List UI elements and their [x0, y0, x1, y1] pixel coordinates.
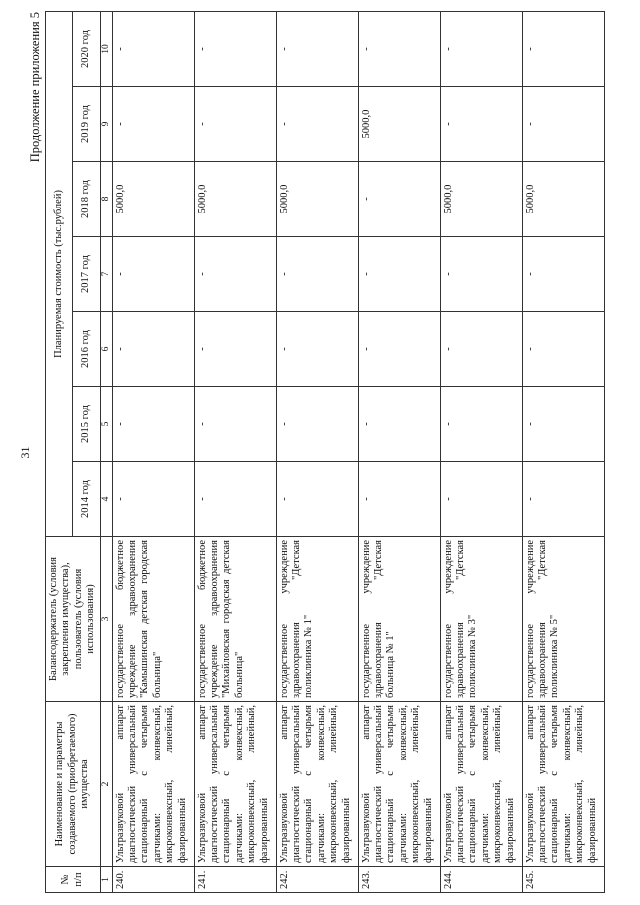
continuation-caption: Продолжение приложения 5 [28, 12, 42, 163]
cost-value: - [112, 11, 194, 86]
header-year: 2018 год [73, 162, 100, 237]
cost-value: - [440, 312, 522, 387]
cost-value: - [276, 11, 358, 86]
cost-value: - [112, 312, 194, 387]
cost-value: - [440, 11, 522, 86]
row-number: 240. [112, 867, 194, 893]
cost-value: - [194, 87, 276, 162]
item-name: Ультразвуковой аппарат диагностический универсальный стационарный с четырьмя датчиками: конвексный, микроконвексный, линейный, фазированный [112, 702, 194, 867]
item-name: Ультразвуковой аппарат диагностический универсальный стационарный с четырьмя датчиками: конвексный, микроконвексный, линейный, фазированный [522, 702, 604, 867]
balance-holder: государственное учреждение здравоохранения "Детская поликлиника № 1" [276, 537, 358, 702]
table-row [276, 11, 358, 892]
header-year: 2014 год [73, 462, 100, 537]
cost-value: - [276, 312, 358, 387]
cost-value: - [358, 237, 440, 312]
column-index: 6 [100, 312, 112, 387]
table-row [522, 11, 604, 892]
table-row [440, 11, 522, 892]
cost-value: - [358, 162, 440, 237]
cost-value: - [194, 312, 276, 387]
column-index: 3 [100, 537, 112, 702]
page-number: 31 [18, 446, 32, 459]
row-number: 244. [440, 867, 522, 893]
row-number: 243. [358, 867, 440, 893]
table-row [112, 11, 194, 892]
cost-value: - [194, 387, 276, 462]
balance-holder: государственное учреждение здравоохранения "Детская поликлиника № 3" [440, 537, 522, 702]
cost-value: - [522, 87, 604, 162]
property-table [45, 11, 605, 893]
cost-value: - [194, 11, 276, 86]
cost-value: - [522, 237, 604, 312]
cost-value: - [358, 462, 440, 537]
cost-value: 5000,0 [194, 162, 276, 237]
cost-value: - [358, 312, 440, 387]
cost-value: - [194, 462, 276, 537]
cost-value: - [276, 237, 358, 312]
row-number: 245. [522, 867, 604, 893]
balance-holder: государственное бюджетное учреждение здравоохранения "Михайловская городская детская больница" [194, 537, 276, 702]
cost-value: - [440, 387, 522, 462]
cost-value: - [112, 237, 194, 312]
header-cost-group: Планируемая стоимость (тыс.рублей) [46, 11, 73, 536]
column-index: 5 [100, 387, 112, 462]
header-year: 2015 год [73, 387, 100, 462]
cost-value: - [522, 312, 604, 387]
header-num: № п/п [46, 867, 101, 893]
cost-value: 5000,0 [440, 162, 522, 237]
header-year: 2019 год [73, 87, 100, 162]
cost-value: - [358, 11, 440, 86]
row-number: 241. [194, 867, 276, 893]
column-index: 8 [100, 162, 112, 237]
cost-value: - [112, 387, 194, 462]
column-index: 2 [100, 702, 112, 867]
cost-value: - [276, 462, 358, 537]
cost-value: - [194, 237, 276, 312]
header-holder: Балансодержатель (условия закрепления имущества), пользователь (условия использования) [46, 537, 101, 702]
cost-value: - [112, 87, 194, 162]
column-index: 1 [100, 867, 112, 893]
cost-value: 5000,0 [112, 162, 194, 237]
column-index: 4 [100, 462, 112, 537]
cost-value: 5000,0 [522, 162, 604, 237]
cost-value: - [522, 11, 604, 86]
column-index: 7 [100, 237, 112, 312]
balance-holder: государственное учреждение здравоохранения "Детская больница № 1" [358, 537, 440, 702]
column-index: 10 [100, 11, 112, 86]
cost-value: - [440, 237, 522, 312]
balance-holder: государственное бюджетное учреждение здравоохранения "Камышинская детская городская больница" [112, 537, 194, 702]
row-number: 242. [276, 867, 358, 893]
table-row [358, 11, 440, 892]
item-name: Ультразвуковой аппарат диагностический универсальный стационарный с четырьмя датчиками: конвексный, микроконвексный, линейный, фазированный [194, 702, 276, 867]
cost-value: - [440, 462, 522, 537]
header-year: 2017 год [73, 237, 100, 312]
cost-value: - [276, 87, 358, 162]
header-year: 2016 год [73, 312, 100, 387]
header-year: 2020 год [73, 11, 100, 86]
table-row [194, 11, 276, 892]
cost-value: - [112, 462, 194, 537]
cost-value: 5000,0 [358, 87, 440, 162]
item-name: Ультразвуковой аппарат диагностический универсальный стационарный с четырьмя датчиками: конвексный, микроконвексный, линейный, фазированный [358, 702, 440, 867]
item-name: Ультразвуковой аппарат диагностический универсальный стационарный с четырьмя датчиками: конвексный, микроконвексный, линейный, фазированный [276, 702, 358, 867]
balance-holder: государственное учреждение здравоохранения "Детская поликлиника № 5" [522, 537, 604, 702]
cost-value: - [522, 462, 604, 537]
cost-value: - [358, 387, 440, 462]
cost-value: - [522, 387, 604, 462]
header-name: Наименование и параметры создаваемого (приобретаемого) имущества [46, 702, 101, 867]
cost-value: 5000,0 [276, 162, 358, 237]
cost-value: - [276, 387, 358, 462]
column-index: 9 [100, 87, 112, 162]
cost-value: - [440, 87, 522, 162]
item-name: Ультразвуковой аппарат диагностический универсальный стационарный с четырьмя датчиками: конвексный, микроконвексный, линейный, фазированный [440, 702, 522, 867]
